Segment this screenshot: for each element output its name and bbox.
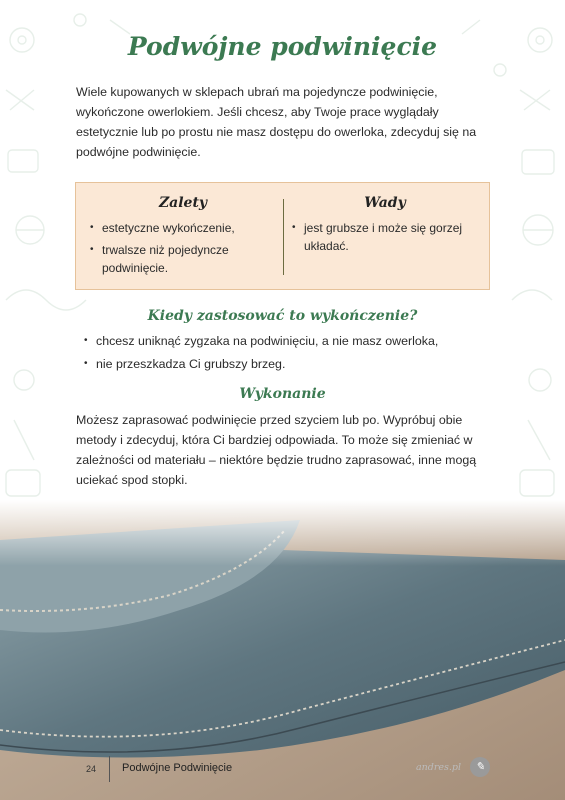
cons-column	[290, 195, 480, 259]
cons-heading: Wady	[364, 195, 406, 211]
when-list	[82, 332, 502, 378]
needle-logo-icon: ✎	[470, 757, 490, 777]
execution-paragraph: Możesz zaprasować podwinięcie przed szyciem lub po. Wypróbuj obie metody i zdecyduj, która Ci bardziej odpowiada. To może się zmieniać w zależności od materiału – niektóre będzie trudno zaprasować, inne mogą uciekać spod stopki.	[76, 413, 477, 487]
brand-name: andres.pl	[416, 762, 462, 773]
pros-item: • estetyczne wykończenie,	[88, 219, 278, 237]
when-heading: Kiedy zastosować to wykończenie?	[147, 308, 418, 324]
column-divider	[283, 199, 284, 275]
pros-item: • trwalsze niż pojedyncze podwinięcie.	[88, 241, 278, 277]
cons-item: • jest grubsze i może się gorzej układać.	[290, 219, 480, 255]
pros-heading: Zalety	[158, 195, 208, 211]
when-item: • nie przeszkadza Ci grubszy brzeg.	[82, 355, 502, 373]
pros-cons-box	[75, 182, 490, 290]
when-item: • chcesz uniknąć zygzaka na podwinięciu, a nie masz owerloka,	[82, 332, 502, 350]
pros-column	[88, 195, 278, 281]
intro-paragraph: Wiele kupowanych w sklepach ubrań ma pojedyncze podwinięcie, wykończone owerlokiem. Jeśli chcesz, aby Twoje prace wyglądały estetycznie lub po prostu nie masz dostępu do owerloka, zdecyduj się na podwójne podwinięcie.	[76, 85, 477, 159]
execution-heading: Wykonanie	[239, 386, 326, 402]
footer-divider	[109, 756, 110, 782]
page-footer	[0, 752, 565, 786]
page-title: Podwójne podwinięcie	[127, 32, 438, 61]
page-number: 24	[86, 764, 97, 774]
footer-section-title: Podwójne Podwinięcie	[122, 762, 233, 774]
